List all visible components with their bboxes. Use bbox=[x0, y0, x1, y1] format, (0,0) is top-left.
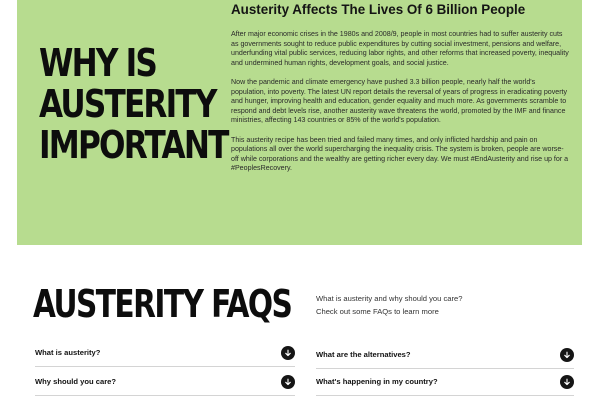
faq-intro bbox=[316, 292, 462, 318]
arrow-down-icon[interactable] bbox=[281, 346, 295, 360]
arrow-down-icon[interactable] bbox=[560, 375, 574, 389]
faq-question: Why should you care? bbox=[35, 377, 117, 386]
faq-item-what-are-the-alternatives[interactable] bbox=[316, 341, 574, 369]
faq-item-what-is-austerity[interactable] bbox=[35, 339, 295, 367]
faq-item-whats-happening-in-my-country[interactable] bbox=[316, 368, 574, 396]
hero-body bbox=[231, 30, 571, 184]
faq-heading: AUSTERITY FAQS bbox=[33, 282, 292, 326]
faq-question: What are the alternatives? bbox=[316, 350, 411, 359]
hero-paragraph: This austerity recipe has been tried and failed many times, and only inflicted hardship and pain on populations all over the world supercharging the inequality crisis. The system is broken, people are worse-off while corporations and the wealthy are getting richer every day. We must #EndAusterity and rise up for a #PeoplesRecovery. bbox=[231, 135, 569, 173]
hero-title: Austerity Affects The Lives Of 6 Billion People bbox=[231, 2, 526, 17]
hero-paragraph: After major economic crises in the 1980s and 2008/9, people in most countries had to suffer austerity cuts as governments sought to reduce public expenditures by cutting social investment, pensions and welfare, underfunding vital public services, reducing labor rights, and other reforms that increased poverty, inequality and undermined human rights, development goals, and social justice. bbox=[231, 30, 569, 67]
hero-section bbox=[17, 0, 582, 245]
faq-question: What is austerity? bbox=[35, 348, 101, 357]
faq-intro-line: Check out some FAQs to learn more bbox=[316, 307, 439, 316]
faq-intro-line: What is austerity and why should you care? bbox=[316, 294, 463, 303]
arrow-down-icon[interactable] bbox=[560, 348, 574, 362]
hero-heading: WHY IS AUSTERITY IMPORTANT bbox=[39, 41, 228, 167]
arrow-down-icon[interactable] bbox=[281, 375, 295, 389]
faq-question: What's happening in my country? bbox=[316, 377, 438, 386]
hero-paragraph: Now the pandemic and climate emergency have pushed 3.3 billion people, nearly half the world's population, into poverty. The latest UN report details the reversal of years of progress in eradicating poverty and hunger, improving health and education, gender equality and much more. As governments scramble to respond and debt levels rise, another austerity wave threatens the world, promoted by the IMF and finance ministries, affecting 143 countries or 85% of the world's population. bbox=[231, 77, 568, 125]
faq-item-why-should-you-care[interactable] bbox=[35, 368, 295, 396]
